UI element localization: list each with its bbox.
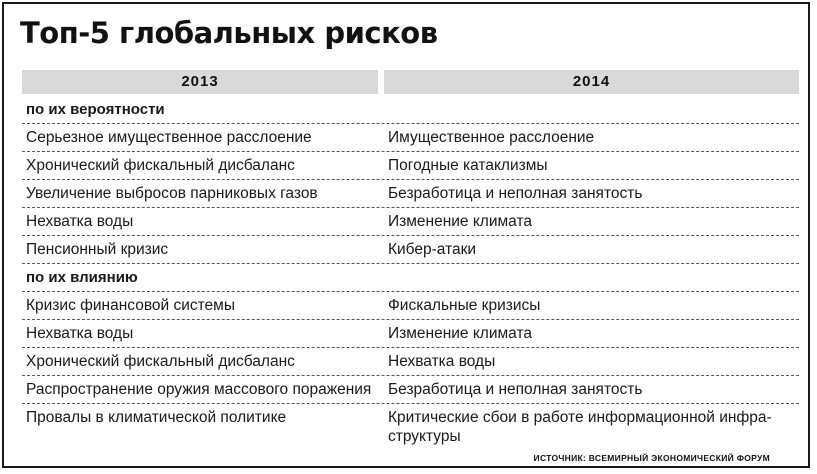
- cell-2013: Серьезное имущественное расслоение: [26, 129, 312, 146]
- cell-2013: Провалы в климатической политике: [26, 409, 287, 426]
- infographic-frame: [2, 2, 810, 468]
- page-title: Топ-5 глобальных рисков: [20, 16, 438, 50]
- section-row-impact: [22, 264, 799, 292]
- table-row: [22, 348, 799, 376]
- table-row: [22, 292, 799, 320]
- table-row: [22, 208, 799, 236]
- cell-2013: Нехватка воды: [26, 213, 134, 230]
- cell-2014: Безработица и неполная занятость: [388, 381, 643, 398]
- section-row-probability: [22, 96, 799, 124]
- cell-2014: Нехватка воды: [388, 353, 496, 370]
- table-row: [22, 376, 799, 404]
- column-header-2013: 2013: [22, 70, 378, 94]
- cell-2014: Изменение климата: [388, 325, 532, 342]
- table-row: [22, 180, 799, 208]
- cell-2013: Нехватка воды: [26, 325, 134, 342]
- cell-2014: Погодные катаклизмы: [388, 157, 548, 174]
- table-row: [22, 404, 799, 448]
- cell-2013: Увеличение выбросов парниковых газов: [26, 185, 318, 202]
- cell-2013: Хронический фискальный дисбаланс: [26, 157, 295, 174]
- cell-2014: Безработица и неполная занятость: [388, 185, 643, 202]
- source-note: ИСТОЧНИК: ВСЕМИРНЫЙ ЭКОНОМИЧЕСКИЙ ФОРУМ: [533, 453, 770, 463]
- section-label: по их влиянию: [26, 269, 138, 286]
- table-row: [22, 320, 799, 348]
- table-row: [22, 152, 799, 180]
- cell-2014: Кибер-атаки: [388, 241, 477, 258]
- cell-2013: Хронический фискальный дисбаланс: [26, 353, 295, 370]
- cell-2014: Изменение климата: [388, 213, 532, 230]
- cell-2014: Критические сбои в работе информационной инфра-структуры: [388, 409, 772, 445]
- table-row: [22, 236, 799, 264]
- risk-table: [22, 96, 799, 448]
- cell-2014: Имущественное расслоение: [388, 129, 595, 146]
- table-row: [22, 124, 799, 152]
- cell-2014: Фискальные кризисы: [388, 297, 541, 314]
- section-label: по их вероятности: [26, 101, 165, 118]
- cell-2013: Распространение оружия массового поражения: [26, 381, 372, 398]
- cell-2013: Пенсионный кризис: [26, 241, 169, 258]
- cell-2013: Кризис финансовой системы: [26, 297, 235, 314]
- column-header-2014: 2014: [384, 70, 799, 94]
